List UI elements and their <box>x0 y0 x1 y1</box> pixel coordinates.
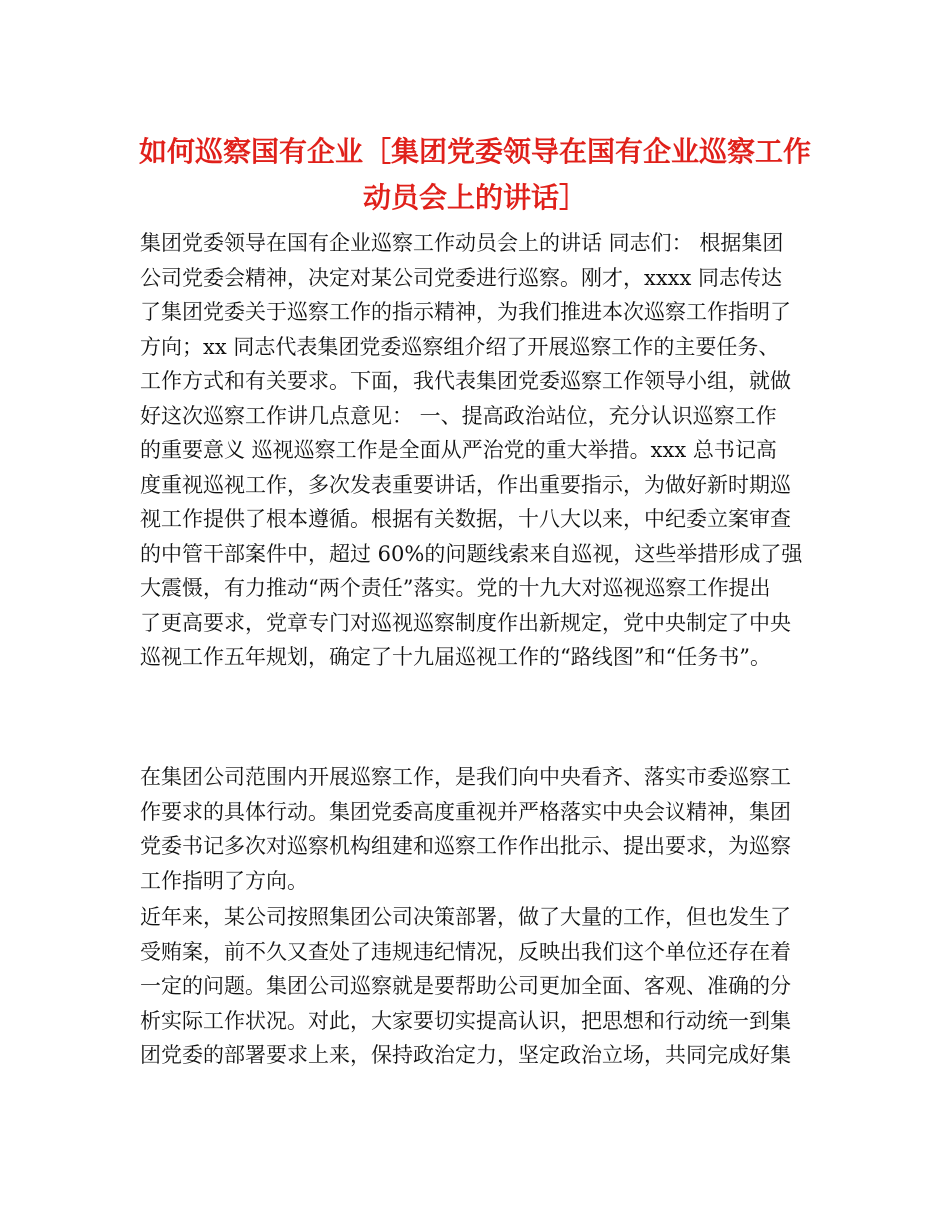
paragraph-line: 党委书记多次对巡察机构组建和巡察工作作出批示、提出要求，为巡察 <box>140 834 791 858</box>
document-title-line-2: 动员会上的讲话］ <box>362 181 587 214</box>
paragraph-line: 近年来，某公司按照集团公司决策部署，做了大量的工作，但也发生了 <box>140 905 791 929</box>
paragraph-line: 方向；xx 同志代表集团党委巡察组介绍了开展巡察工作的主要任务、 <box>140 334 780 359</box>
document-title-line-1: 如何巡察国有企业［集团党委领导在国有企业巡察工作 <box>138 135 811 168</box>
paragraph-1 <box>140 226 820 675</box>
paragraph-line: 团党委的部署要求上来，保持政治定力，坚定政治立场，共同完成好集 <box>140 1043 791 1067</box>
paragraph-line: 了更高要求，党章专门对巡视巡察制度作出新规定，党中央制定了中央 <box>140 610 791 635</box>
paragraph-line: 视工作提供了根本遵循。根据有关数据，十八大以来，中纪委立案审查 <box>140 507 791 531</box>
paragraph-line: 作要求的具体行动。集团党委高度重视并严格落实中央会议精神，集团 <box>140 799 791 824</box>
paragraph-line: 的中管干部案件中，超过 60%的问题线索来自巡视，这些举措形成了强 <box>140 541 803 566</box>
paragraph-line: 度重视巡视工作，多次发表重要讲话，作出重要指示，为做好新时期巡 <box>140 472 791 497</box>
paragraph-3 <box>140 900 820 1073</box>
paragraph-line: 在集团公司范围内开展巡察工作，是我们向中央看齐、落实市委巡察工 <box>140 765 791 789</box>
paragraph-line: 公司党委会精神，决定对某公司党委进行巡察。刚才，xxxx 同志传达 <box>140 265 783 290</box>
paragraph-line: 受贿案，前不久又查处了违规违纪情况，反映出我们这个单位还存在着 <box>140 939 791 964</box>
paragraph-2 <box>140 760 820 898</box>
paragraph-line: 大震慑，有力推动“两个责任”落实。党的十九大对巡视巡察工作提出 <box>140 576 771 600</box>
paragraph-line: 工作方式和有关要求。下面，我代表集团党委巡察工作领导小组，就做 <box>140 369 791 393</box>
paragraph-line: 巡视工作五年规划，确定了十九届巡视工作的“路线图”和“任务书”。 <box>140 645 771 669</box>
paragraph-line: 好这次巡察工作讲几点意见： 一、提高政治站位，充分认识巡察工作 <box>140 403 777 428</box>
paragraph-line: 析实际工作状况。对此，大家要切实提高认识，把思想和行动统一到集 <box>140 1008 791 1033</box>
paragraph-line: 了集团党委关于巡察工作的指示精神，为我们推进本次巡察工作指明了 <box>140 300 791 324</box>
paragraph-line: 集团党委领导在国有企业巡察工作动员会上的讲话 同志们： 根据集团 <box>140 231 784 255</box>
paragraph-line: 工作指明了方向。 <box>140 868 308 893</box>
paragraph-line: 一定的问题。集团公司巡察就是要帮助公司更加全面、客观、准确的分 <box>140 974 791 998</box>
paragraph-line: 的重要意义 巡视巡察工作是全面从严治党的重大举措。xxx 总书记高 <box>140 438 777 462</box>
